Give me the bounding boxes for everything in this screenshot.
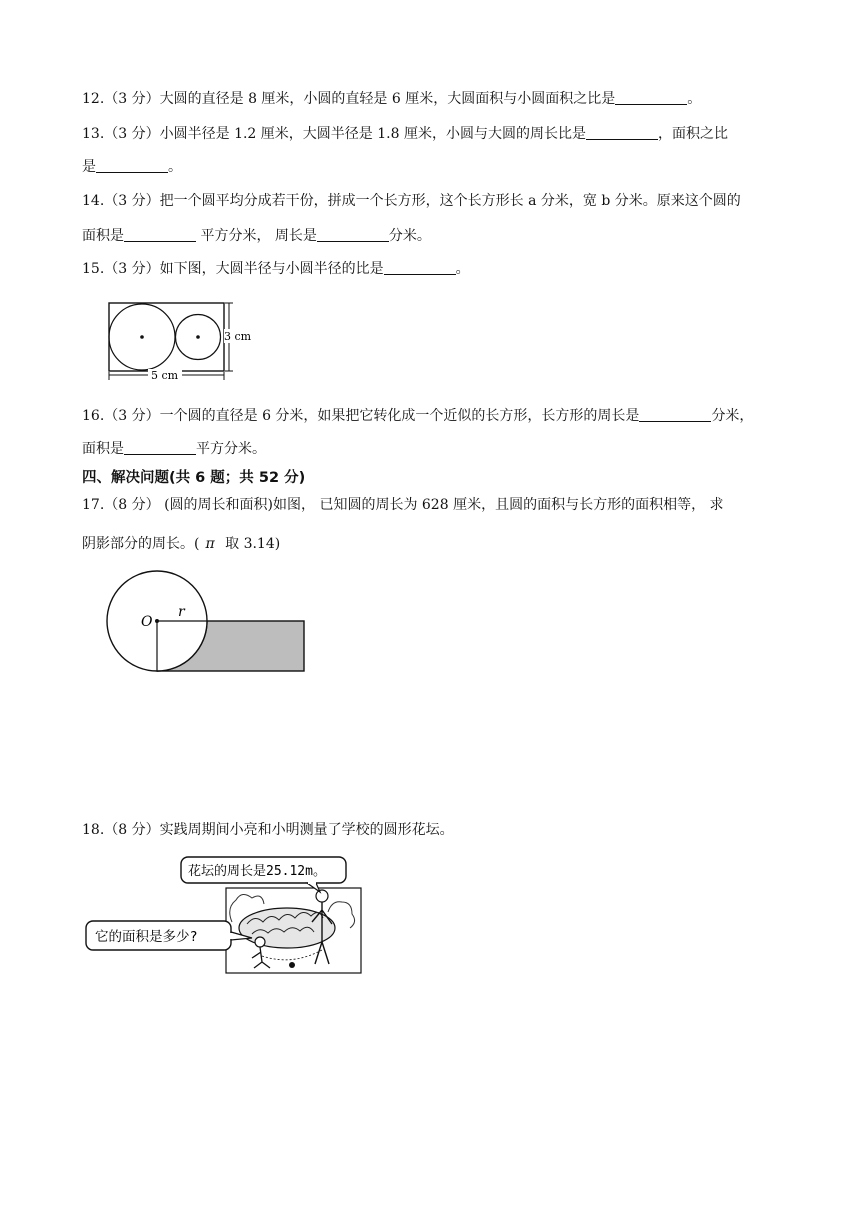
question-16-line2 — [82, 439, 266, 459]
small-center-dot — [196, 335, 200, 339]
q17-text: 17.（8 分） (圆的周长和面积)如图， 已知圆的周长为 628 厘米，且圆的面积与长方形的面积相等， 求 — [82, 497, 724, 513]
q14-line2-mid: 平方分米， 周长是 — [196, 228, 317, 244]
question-13-line2 — [82, 157, 182, 177]
question-17-line2 — [82, 534, 280, 554]
rectangle — [109, 303, 224, 371]
q13-mid: ，面积之比 — [657, 126, 728, 142]
q13-line2-prefix: 是 — [82, 159, 96, 175]
center-label: O — [141, 614, 153, 630]
q12-suffix: 。 — [687, 91, 702, 107]
q17-line2-suffix: 取 3.14) — [220, 536, 281, 552]
q13-text: 13.（3 分）小圆半径是 1.2 厘米，大圆半径是 1.8 厘米，小圆与大圆的周长比是 — [82, 126, 586, 142]
q14-line2-suffix: 分米。 — [388, 228, 431, 244]
large-center-dot — [140, 335, 144, 339]
flower-bed-illustration — [82, 852, 372, 978]
center-point — [155, 619, 159, 623]
q15-text: 15.（3 分）如下图，大圆半径与小圆半径的比是 — [82, 261, 384, 277]
q13-line2-suffix: 。 — [168, 159, 182, 175]
question-12 — [82, 89, 701, 109]
q15-suffix: 。 — [455, 261, 470, 277]
height-label: 3 cm — [224, 330, 252, 343]
answer-blank[interactable] — [586, 125, 658, 140]
question-16-line1 — [82, 406, 753, 426]
width-label: 5 cm — [151, 369, 179, 382]
q14-text: 14.（3 分）把一个圆平均分成若干份，拼成一个长方形，这个长方形长 a 分米，宽 b 分米。原来这个圆的 — [82, 193, 741, 209]
q16-line2-prefix: 面积是 — [82, 441, 124, 457]
question-14-line2 — [82, 226, 431, 246]
bubble-1-text: 花坛的周长是25.12m。 — [188, 864, 326, 879]
q18-text: 18.（8 分）实践周期间小亮和小明测量了学校的圆形花坛。 — [82, 822, 454, 838]
question-14-line1 — [82, 191, 741, 211]
question-17-line1 — [82, 495, 724, 515]
answer-blank[interactable] — [124, 440, 196, 455]
person-icon — [316, 890, 328, 902]
q16-line2-suffix: 平方分米。 — [196, 441, 266, 457]
radius-label: r — [178, 604, 185, 620]
q12-text: 12.（3 分）大圆的直径是 8 厘米，小圆的直轻是 6 厘米，大圆面积与小圆面积之比是 — [82, 91, 616, 107]
question-15 — [82, 259, 470, 279]
circle-rectangle-figure — [100, 562, 315, 677]
answer-blank[interactable] — [96, 158, 168, 173]
bubble-2-text: 它的面积是多少? — [95, 929, 198, 945]
child-icon — [255, 937, 265, 947]
answer-blank[interactable] — [615, 90, 687, 105]
q14-line2-prefix: 面积是 — [82, 228, 124, 244]
answer-blank[interactable] — [124, 227, 196, 242]
section-heading: 四、解决问题(共 6 题；共 52 分) — [82, 470, 306, 486]
q16-text: 16.（3 分）一个圆的直径是 6 分米，如果把它转化成一个近似的长方形，长方形的周长是 — [82, 408, 640, 424]
answer-blank[interactable] — [317, 227, 389, 242]
q16-suffix: 分米， — [711, 408, 754, 424]
answer-blank[interactable] — [639, 407, 711, 422]
answer-blank[interactable] — [384, 260, 456, 275]
two-circles-figure — [100, 296, 260, 386]
pi-symbol: π — [205, 536, 215, 552]
question-13-line1 — [82, 124, 728, 144]
q17-line2-prefix: 阴影部分的周长。( — [82, 536, 200, 552]
question-18 — [82, 820, 454, 840]
